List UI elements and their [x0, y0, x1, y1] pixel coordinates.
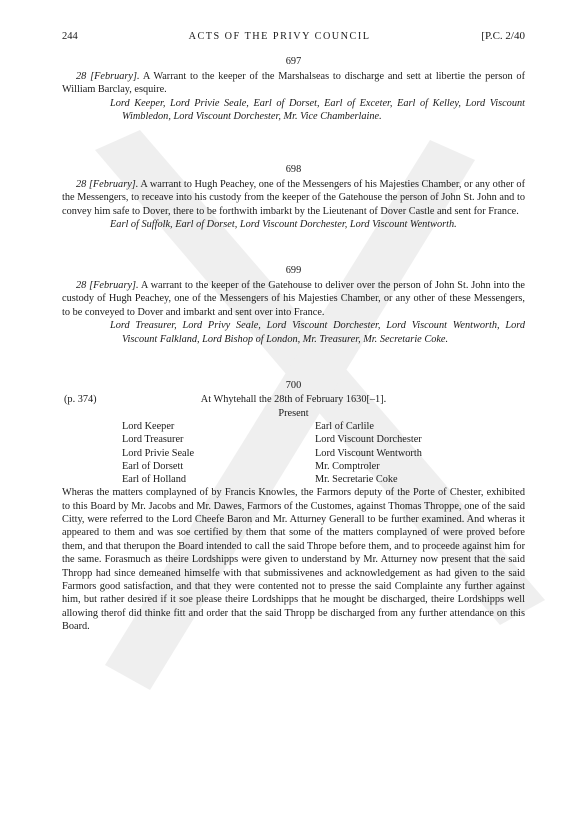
present-name: Earl of Holland: [122, 473, 187, 485]
meeting-heading-row: [62, 393, 525, 406]
present-name: Mr. Comptroler: [315, 460, 380, 472]
document-page: [62, 30, 525, 634]
meeting-heading: At Whytehall the 28th of February 1630[–1].: [200, 394, 387, 406]
entry-number-698: 698: [285, 164, 302, 176]
entry-number-700: 700: [285, 379, 302, 391]
entry-text-699: [62, 279, 525, 319]
present-name: Lord Privie Seale: [122, 447, 195, 459]
present-name: Lord Keeper: [122, 421, 175, 433]
signers-697: Lord Keeper, Lord Privie Seale, Earl of Dorset, Earl of Exceter, Earl of Kelley, Lord Viscount Wimbledon, Lord Viscount Dorchester, Mr. Vice Chamberlaine.: [110, 97, 525, 123]
entry-number-697: 697: [285, 56, 302, 68]
reference: [P.C. 2/40: [481, 30, 525, 42]
margin-reference: (p. 374): [64, 394, 97, 406]
signers-698: Earl of Suffolk, Earl of Dorset, Lord Viscount Dorchester, Lord Viscount Wentworth.: [110, 219, 457, 231]
present-list: [122, 420, 525, 486]
signers-699: Lord Treasurer, Lord Privy Seale, Lord Viscount Dorchester, Lord Viscount Wentworth, Lord Viscount Falkland, Lord Bishop of London, Mr. Treasurer, Mr. Secretarie Coke.: [110, 320, 525, 345]
entry-body: A warrant to Hugh Peachey, one of the Messengers of his Majesties Chamber, or any other of the Messengers, to receave into his custody from the keeper of the Gatehouse the person of John St. John and to convey him safe to Dover, there to be forthwith imbarkt by the Lieutenant of Dover Castle and sent for France.: [62, 178, 525, 217]
entry-text-697: [62, 70, 525, 97]
entry-body: A warrant to the keeper of the Gatehouse to deliver over the person of John St. John into the custody of Hugh Peachey, one of the Messengers of his Majesties Chamber, or any other of these Messengers, to be conveyed to Dover and imbarkt and sent over into France.: [62, 279, 525, 318]
entry-date: 28 [February].: [76, 279, 139, 291]
present-name: Earl of Dorsett: [122, 460, 184, 472]
present-name: Earl of Carlile: [315, 421, 374, 433]
entry-date: 28 [February].: [76, 178, 139, 190]
present-name: Mr. Secretarie Coke: [315, 473, 398, 485]
present-name: Lord Viscount Wentworth: [315, 447, 422, 459]
entry-body: A Warrant to the keeper of the Marshalseas to discharge and sett at libertie the person of William Barclay, esquire.: [62, 70, 526, 96]
present-name: Lord Viscount Dorchester: [315, 434, 422, 446]
running-head: [62, 30, 525, 43]
present-name: Lord Treasurer: [122, 434, 184, 446]
entry-text-698: [62, 178, 525, 218]
page-number: 244: [62, 31, 78, 42]
meeting-paragraph: Wheras the matters complayned of by Francis Knowles, the Farmors deputy of the Porte of Chester, exhibited to this Board by Mr. Jacobs and Mr. Dawes, Farmors of the Customes, against Thomas Throppe, one of the said Citty, were referred to the Lord Cheefe Baron and Mr. Atturney Generall to be further examined. And wheras it appeared to them and was soe certified by them that some of the matters complayned of were proved before them, and that therupon the Board intended to call the said Thrope before them, and to proceede against him for the same. Forasmuch as theire Lordshipps were given to understand by Mr. Atturney now present that the said Thropp had since demeaned himselfe with that submissivenes and acknowledgement as had given to the said Farmors good satisfaction, and that they were contented not to presse the said Complainte any further against him, but rather desired if it soe please theire Lordshipps that he mought be discharged, theire Lordshipps well allowing therof did thinke fitt and order that the said Thropp be discharged from any further attendance on this Board.: [62, 487, 525, 633]
running-title: ACTS OF THE PRIVY COUNCIL: [188, 31, 371, 42]
entry-date: 28 [February].: [76, 70, 140, 82]
present-label: Present: [278, 407, 309, 419]
entry-number-699: 699: [285, 265, 302, 277]
